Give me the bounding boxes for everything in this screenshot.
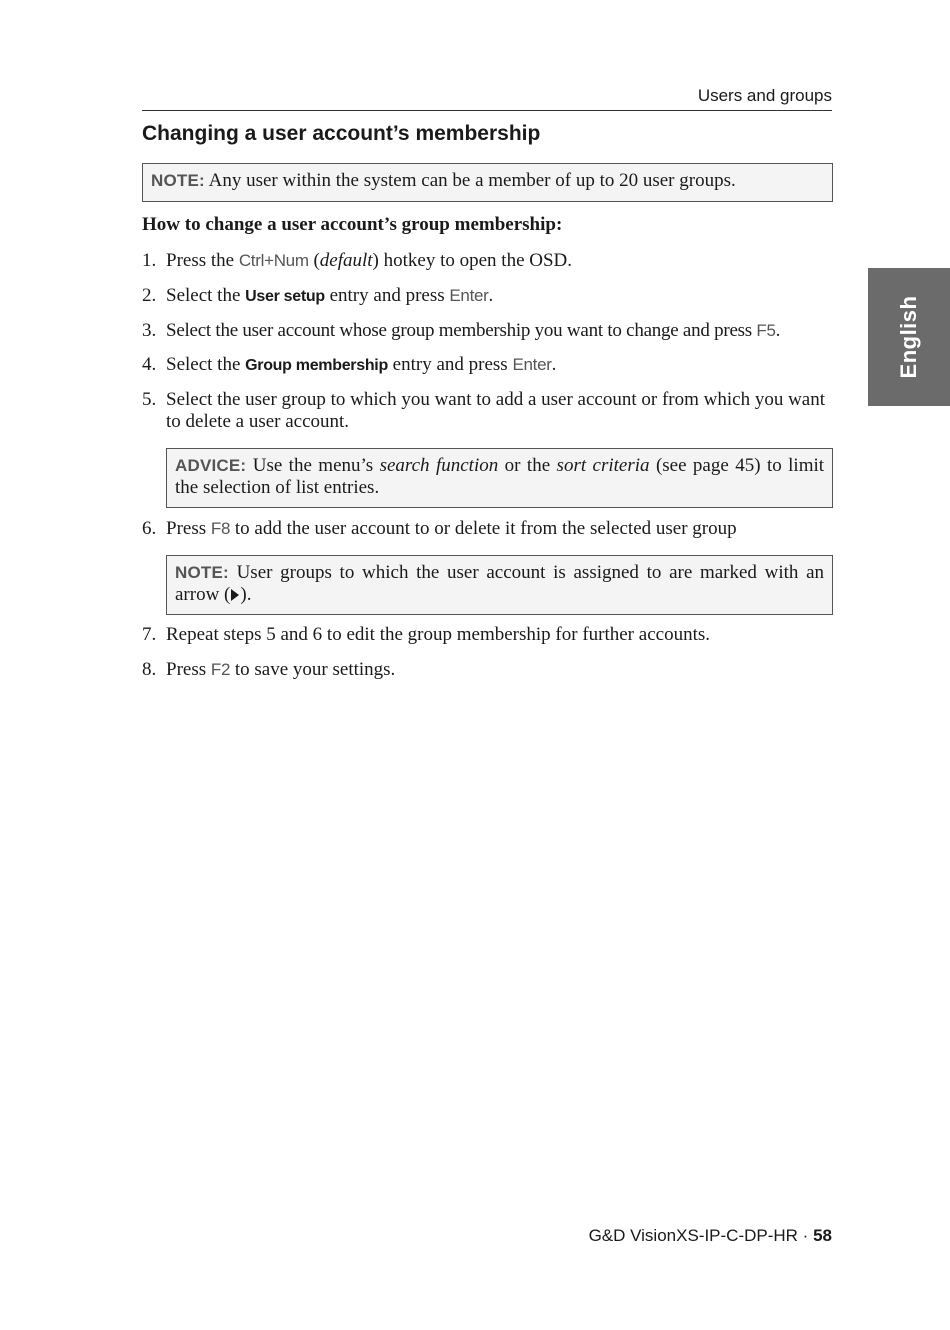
menu-entry: User setup (245, 288, 325, 305)
step-text: Select the user account whose group membership you want to change and press F5. (166, 320, 781, 341)
step-text: Press F2 to save your settings. (166, 659, 396, 680)
page-footer (142, 1226, 832, 1246)
step-number: 2. (142, 285, 157, 306)
hotkey: Ctrl+Num (238, 251, 309, 270)
step-text: Select the user group to which you want to add a user account or from which you want to delete a user account. (166, 389, 826, 432)
note-box-2: NOTE: User groups to which the user account is assigned to are marked with an arrow ( ). (166, 555, 833, 615)
step-number: 8. (142, 659, 157, 680)
language-tab (868, 268, 950, 406)
step-text: Press the Ctrl+Num (default) hotkey to open the OSD. (166, 250, 573, 271)
step-number: 5. (142, 389, 157, 410)
menu-entry: Group membership (245, 357, 388, 374)
step-number: 3. (142, 320, 157, 341)
key-name: F5 (756, 321, 776, 340)
step-text: Select the User setup entry and press Enter. (166, 285, 494, 306)
procedure-heading: How to change a user account’s group membership: (142, 214, 563, 235)
language-tab-label: English (896, 295, 921, 379)
product-name: G&D VisionXS-IP-C-DP-HR · (588, 1226, 809, 1245)
step-number: 1. (142, 250, 157, 271)
note-label: NOTE: (175, 563, 229, 582)
step-text: Press F8 to add the user account to or delete it from the selected user group (166, 518, 737, 539)
note-text: Any user within the system can be a member of up to 20 user groups. (208, 170, 736, 191)
page-number: 58 (813, 1226, 832, 1245)
advice-label: ADVICE: (175, 456, 247, 475)
key-name: Enter (512, 355, 552, 374)
key-name: Enter (449, 286, 489, 305)
key-name: F2 (210, 660, 231, 679)
step-number: 6. (142, 518, 157, 539)
step-number: 7. (142, 624, 157, 645)
running-header: Users and groups (142, 86, 832, 111)
key-name: F8 (210, 519, 231, 538)
note-label: NOTE: (151, 171, 205, 190)
step-number: 4. (142, 354, 157, 375)
step-text: Repeat steps 5 and 6 to edit the group membership for further accounts. (166, 624, 710, 645)
section-title: Changing a user account’s membership (142, 122, 541, 145)
note-box (142, 163, 833, 202)
step-text: Select the Group membership entry and press Enter. (166, 354, 557, 375)
advice-box: ADVICE: Use the menu’s search function or the sort criteria (see page 45) to limit the selection of list entries. (166, 448, 833, 508)
arrow-marker-icon (231, 589, 239, 601)
